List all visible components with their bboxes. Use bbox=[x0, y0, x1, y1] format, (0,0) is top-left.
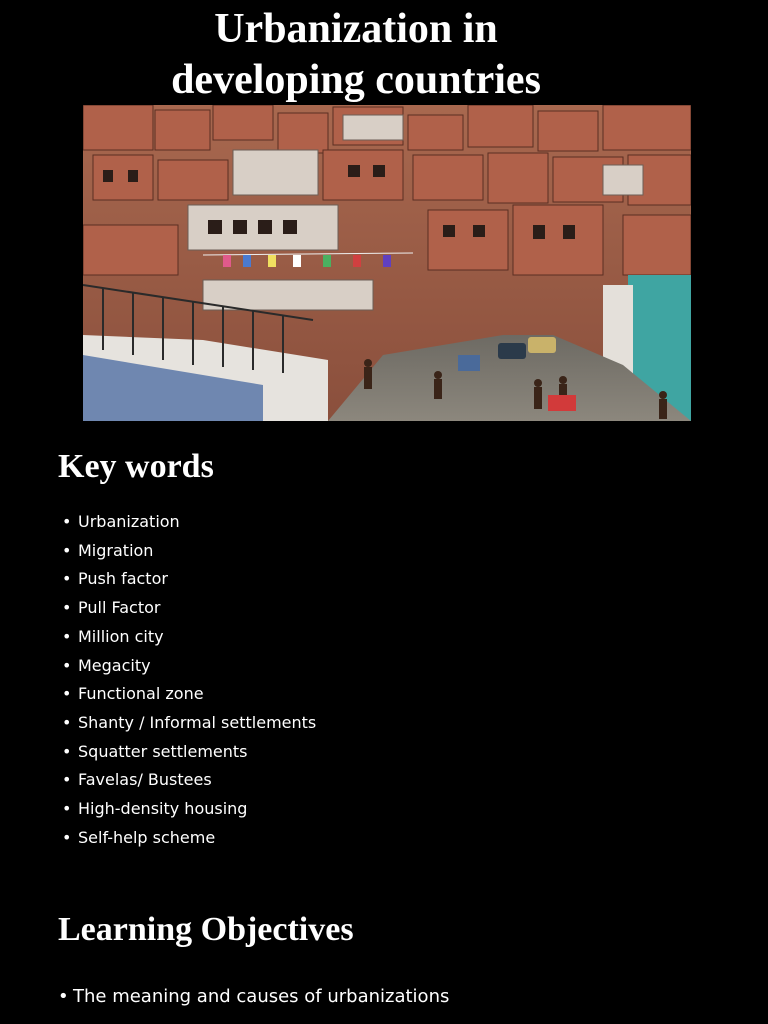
learning-objectives-heading: Learning Objectives bbox=[58, 911, 354, 948]
key-word-item: • Megacity bbox=[62, 652, 316, 681]
slide-title-line-2: developing countries bbox=[171, 57, 541, 103]
learning-objective-item: • The meaning and causes of urbanizations bbox=[58, 982, 449, 1012]
key-word-item: • Functional zone bbox=[62, 680, 316, 709]
key-word-item: • High-density housing bbox=[62, 795, 316, 824]
key-word-item: • Self-help scheme bbox=[62, 824, 316, 853]
key-word-item: • Push factor bbox=[62, 565, 316, 594]
learning-objectives-list bbox=[58, 982, 449, 1012]
slide-title bbox=[0, 4, 712, 106]
key-word-item: • Pull Factor bbox=[62, 594, 316, 623]
key-word-item: • Urbanization bbox=[62, 508, 316, 537]
key-word-item: • Favelas/ Bustees bbox=[62, 766, 316, 795]
key-word-item: • Shanty / Informal settlements bbox=[62, 709, 316, 738]
key-word-item: • Million city bbox=[62, 623, 316, 652]
key-words-list bbox=[62, 508, 316, 852]
key-word-item: • Squatter settlements bbox=[62, 738, 316, 767]
key-word-item: • Migration bbox=[62, 537, 316, 566]
favela-photo bbox=[83, 105, 691, 421]
slide-title-line-1: Urbanization in bbox=[214, 6, 498, 52]
key-words-heading: Key words bbox=[58, 448, 214, 485]
